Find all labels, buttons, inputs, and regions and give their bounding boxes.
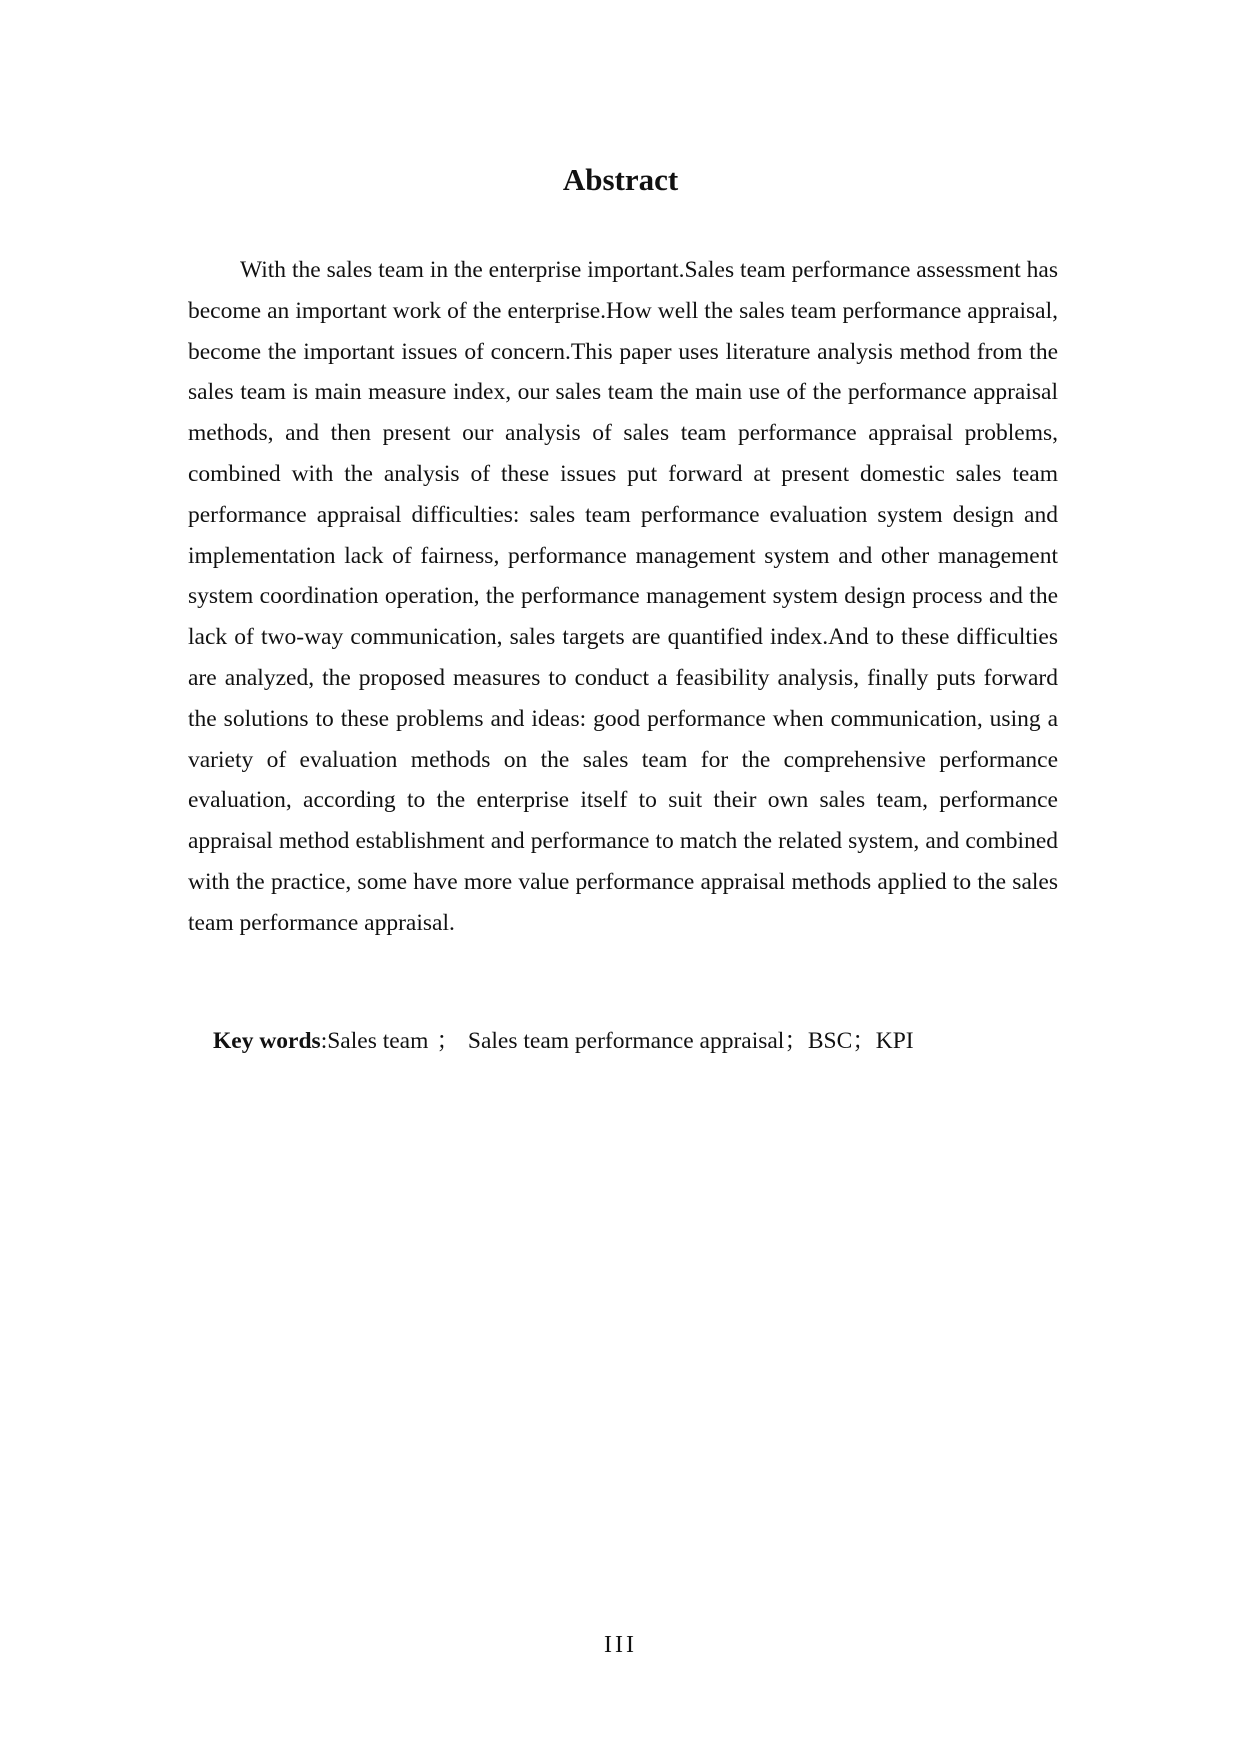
keyword-item: BSC <box>807 1028 853 1054</box>
keywords-line <box>213 1021 914 1061</box>
abstract-title: Abstract <box>562 162 679 197</box>
keyword-item: KPI <box>875 1028 914 1054</box>
keyword-item: Sales team performance appraisal <box>467 1028 785 1054</box>
keyword-separator: ； <box>784 1028 808 1054</box>
abstract-paragraph: With the sales team in the enterprise important.Sales team performance assessment has become an important work of the enterprise.How well the sales team performance appraisal, become the important issues of concern.This paper uses literature analysis method from the sales team is main measure index, our sales team the main use of the performance appraisal methods, and then present our analysis of sales team performance appraisal problems, combined with the analysis of these issues put forward at present domestic sales team performance appraisal difficulties: sales team performance evaluation system design and implementation lack of fairness, performance management system and other management system coordination operation, the performance management system design process and the lack of two-way communication, sales targets are quantified index.And to these difficulties are analyzed, the proposed measures to conduct a feasibility analysis, finally puts forward the solutions to these problems and ideas: good performance when communication, using a variety of evaluation methods on the sales team for the comprehensive performance evaluation, according to the enterprise itself to suit their own sales team, performance appraisal method establishment and performance to match the related system, and combined with the practice, some have more value performance appraisal methods applied to the sales team performance appraisal. <box>188 257 1058 936</box>
keyword-separator: ； <box>436 1028 460 1054</box>
keywords-label: Key words <box>213 1028 321 1054</box>
keywords-colon: : <box>320 1028 328 1054</box>
keyword-separator: ； <box>852 1028 876 1054</box>
keyword-item: Sales team <box>327 1028 429 1054</box>
page-number: III <box>604 1632 637 1658</box>
